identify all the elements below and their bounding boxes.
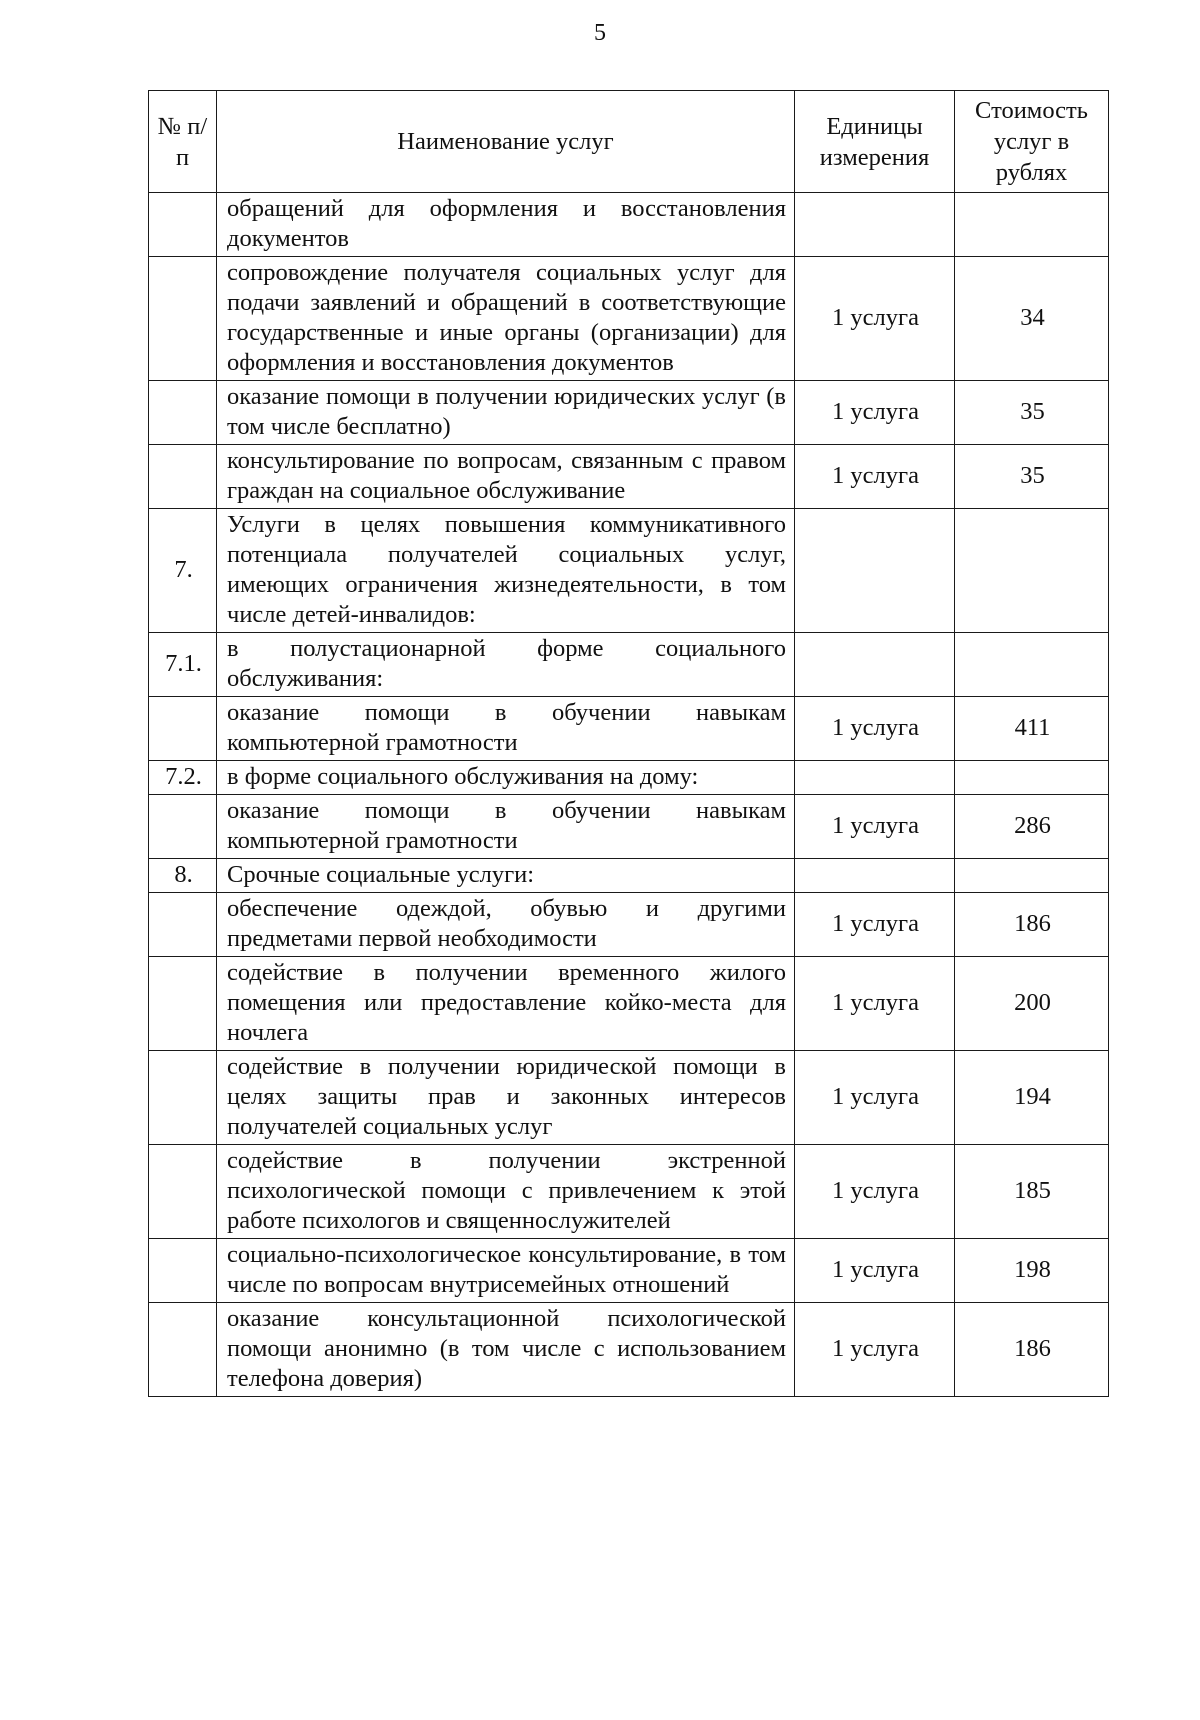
table-row — [149, 859, 1109, 893]
service-name: Услуги в целях повышения коммуникативного потенциала получателей социальных услуг, имеющих ограничения жизнедеятельности, в том числе детей-инвалидов: — [217, 509, 795, 633]
table-row — [149, 795, 1109, 859]
unit-value: 1 услуга — [795, 957, 955, 1051]
unit-value — [795, 193, 955, 257]
row-number — [149, 193, 217, 257]
unit-value: 1 услуга — [795, 445, 955, 509]
service-name: в полустационарной форме социального обслуживания: — [217, 633, 795, 697]
unit-value: 1 услуга — [795, 795, 955, 859]
service-name: социально-психологическое консультирование, в том числе по вопросам внутрисемейных отношений — [217, 1239, 795, 1303]
row-number: 7. — [149, 509, 217, 633]
price-value: 194 — [955, 1051, 1109, 1145]
service-name: оказание помощи в обучении навыкам компьютерной грамотности — [217, 697, 795, 761]
service-name: содействие в получении экстренной психологической помощи с привлечением к этой работе психологов и священнослужителей — [217, 1145, 795, 1239]
row-number — [149, 1303, 217, 1397]
service-name: Срочные социальные услуги: — [217, 859, 795, 893]
unit-value: 1 услуга — [795, 893, 955, 957]
row-number — [149, 957, 217, 1051]
price-value — [955, 509, 1109, 633]
service-name: обращений для оформления и восстановления документов — [217, 193, 795, 257]
price-value — [955, 193, 1109, 257]
price-value: 35 — [955, 381, 1109, 445]
table-row — [149, 893, 1109, 957]
service-name: в форме социального обслуживания на дому: — [217, 761, 795, 795]
row-number — [149, 381, 217, 445]
price-value: 186 — [955, 1303, 1109, 1397]
unit-value — [795, 859, 955, 893]
page-number: 5 — [594, 20, 606, 46]
table-row — [149, 381, 1109, 445]
price-value — [955, 633, 1109, 697]
row-number — [149, 795, 217, 859]
service-name: сопровождение получателя социальных услуг для подачи заявлений и обращений в соответствующие государственные и иные органы (организации) для оформления и восстановления документов — [217, 257, 795, 381]
unit-value — [795, 761, 955, 795]
price-value: 34 — [955, 257, 1109, 381]
row-number — [149, 1051, 217, 1145]
table-row — [149, 193, 1109, 257]
price-value: 198 — [955, 1239, 1109, 1303]
row-number: 7.1. — [149, 633, 217, 697]
unit-value — [795, 509, 955, 633]
header-number: № п/п — [149, 91, 217, 193]
service-name: оказание консультационной психологической помощи анонимно (в том числе с использованием телефона доверия) — [217, 1303, 795, 1397]
unit-value: 1 услуга — [795, 257, 955, 381]
service-name: обеспечение одеждой, обувью и другими предметами первой необходимости — [217, 893, 795, 957]
unit-value: 1 услуга — [795, 1239, 955, 1303]
service-name: оказание помощи в обучении навыкам компьютерной грамотности — [217, 795, 795, 859]
table-row — [149, 1239, 1109, 1303]
header-service-name: Наименование услуг — [217, 91, 795, 193]
table-row — [149, 1303, 1109, 1397]
table-row — [149, 697, 1109, 761]
service-name: консультирование по вопросам, связанным с правом граждан на социальное обслуживание — [217, 445, 795, 509]
table-row — [149, 445, 1109, 509]
row-number — [149, 893, 217, 957]
header-unit: Единицы измерения — [795, 91, 955, 193]
price-value: 185 — [955, 1145, 1109, 1239]
table-row — [149, 957, 1109, 1051]
table-row — [149, 633, 1109, 697]
header-price: Стоимость услуг в рублях — [955, 91, 1109, 193]
row-number — [149, 1239, 217, 1303]
price-value: 35 — [955, 445, 1109, 509]
row-number — [149, 697, 217, 761]
unit-value — [795, 633, 955, 697]
unit-value: 1 услуга — [795, 1145, 955, 1239]
price-value — [955, 859, 1109, 893]
table-row — [149, 1145, 1109, 1239]
row-number: 7.2. — [149, 761, 217, 795]
row-number — [149, 1145, 217, 1239]
table-row — [149, 509, 1109, 633]
table-row — [149, 761, 1109, 795]
unit-value: 1 услуга — [795, 697, 955, 761]
table-row — [149, 257, 1109, 381]
price-value: 286 — [955, 795, 1109, 859]
unit-value: 1 услуга — [795, 1051, 955, 1145]
price-value: 411 — [955, 697, 1109, 761]
price-value — [955, 761, 1109, 795]
service-name: содействие в получении временного жилого помещения или предоставление койко-места для ночлега — [217, 957, 795, 1051]
services-price-table — [148, 90, 1109, 1397]
table-row — [149, 1051, 1109, 1145]
price-value: 186 — [955, 893, 1109, 957]
unit-value: 1 услуга — [795, 1303, 955, 1397]
row-number: 8. — [149, 859, 217, 893]
row-number — [149, 445, 217, 509]
unit-value: 1 услуга — [795, 381, 955, 445]
row-number — [149, 257, 217, 381]
table-header-row — [149, 91, 1109, 193]
service-name: оказание помощи в получении юридических услуг (в том числе бесплатно) — [217, 381, 795, 445]
price-value: 200 — [955, 957, 1109, 1051]
service-name: содействие в получении юридической помощи в целях защиты прав и законных интересов получателей социальных услуг — [217, 1051, 795, 1145]
